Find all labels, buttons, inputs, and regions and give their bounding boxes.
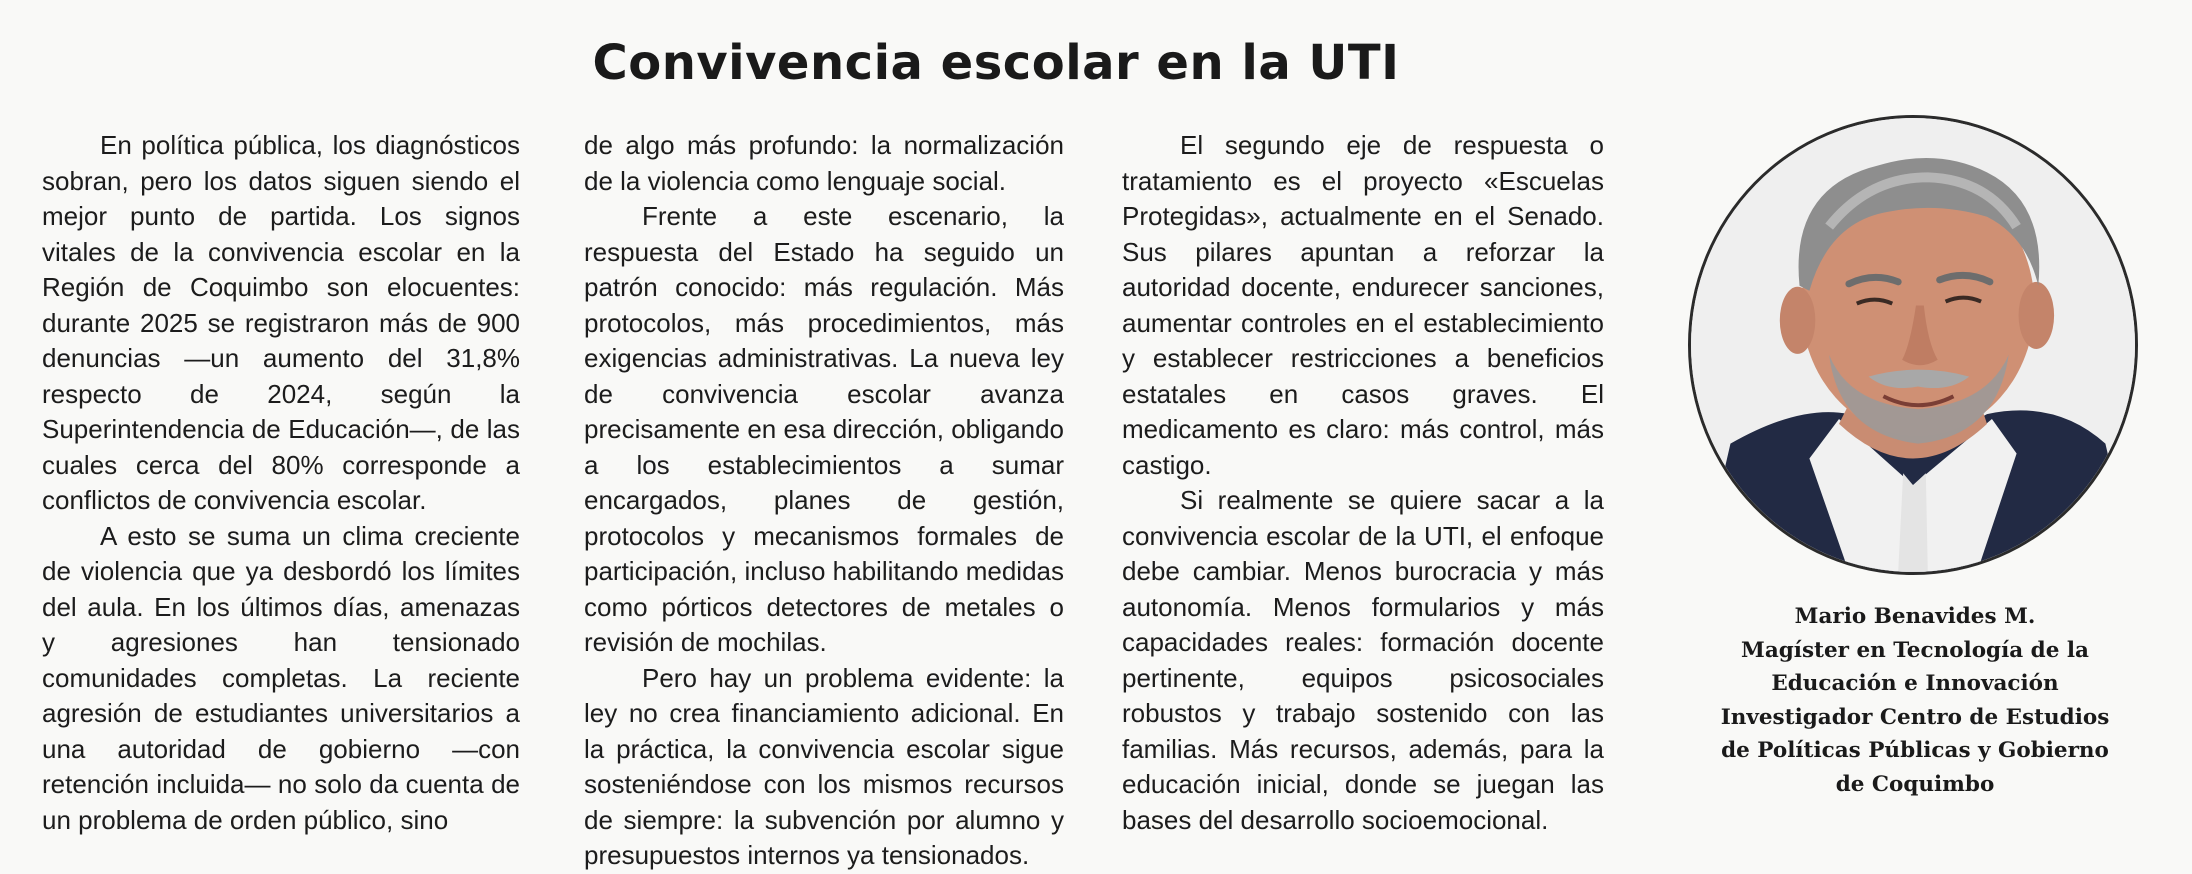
paragraph: El segundo eje de respuesta o tratamiento es el proyecto «Escuelas Protegidas», actualmente en el Senado. Sus pilares apuntan a reforzar la autoridad docente, endurecer sanciones, aumentar controles en el establecimiento y establecer restricciones a beneficios estatales en casos graves. El medicamento es claro: más control, más castigo.	[1122, 130, 1604, 480]
author-credential-line: Educación e Innovación	[1771, 671, 2059, 696]
author-credential-line: Investigador Centro de Estudios	[1720, 704, 2110, 730]
paragraph: A esto se suma un clima creciente de violencia que ya desbordó los límites del aula. En los últimos días, amenazas y agresiones han tensionado comunidades completas. La reciente agresión de estudiantes universitarios a una autoridad de gobierno —con retención incluida— no solo da cuenta de un problema de orden público, sino	[42, 520, 520, 835]
paragraph-continuation: de algo más profundo: la normalización de la violencia como lenguaje social.	[584, 130, 1064, 196]
author-credential-line: de Coquimbo	[1835, 771, 1995, 797]
paragraph: Pero hay un problema evidente: la ley no crea financiamiento adicional. En la práctica, la convivencia escolar sigue sosteniéndose con los mismos recursos de siempre: la subvención por alumno y presupuestos internos ya tensionados.	[584, 662, 1064, 870]
article-column-1	[42, 128, 520, 838]
article-column-3	[1122, 128, 1604, 838]
author-byline	[1680, 600, 2150, 801]
paragraph: Si realmente se quiere sacar a la convivencia escolar de la UTI, el enfoque debe cambiar. Menos burocracia y más autonomía. Menos formularios y más capacidades reales: formación docente pertinente, equipos psicosociales robustos y trabajo sostenido con las familias. Más recursos, además, para la educación inicial, donde se juegan las bases del desarrollo socioemocional.	[1122, 485, 1604, 835]
author-name: Mario Benavides M.	[1794, 604, 2036, 629]
paragraph: Frente a este escenario, la respuesta del Estado ha seguido un patrón conocido: más regulación. Más protocolos, más procedimientos, más exigencias administrativas. La nueva ley de convivencia escolar avanza precisamente en esa dirección, obligando a los establecimientos a sumar encargados, planes de gestión, protocolos y mecanismos formales de participación, incluso habilitando medidas como pórticos detectores de metales o revisión de mochilas.	[584, 201, 1064, 657]
paragraph: En política pública, los diagnósticos sobran, pero los datos siguen siendo el mejor punto de partida. Los signos vitales de la convivencia escolar en la Región de Coquimbo son elocuentes: durante 2025 se registraron más de 900 denuncias —un aumento del 31,8% respecto de 2024, según la Superintendencia de Educación—, de las cuales cerca del 80% corresponde a conflictos de convivencia escolar.	[42, 130, 520, 515]
author-credential-line: Magíster en Tecnología de la	[1741, 637, 2089, 663]
author-credential-line: de Políticas Públicas y Gobierno	[1721, 738, 2109, 763]
article-title: Convivencia escolar en la UTI	[592, 35, 1400, 91]
article-column-2	[584, 128, 1064, 874]
author-photo	[1688, 115, 2138, 575]
